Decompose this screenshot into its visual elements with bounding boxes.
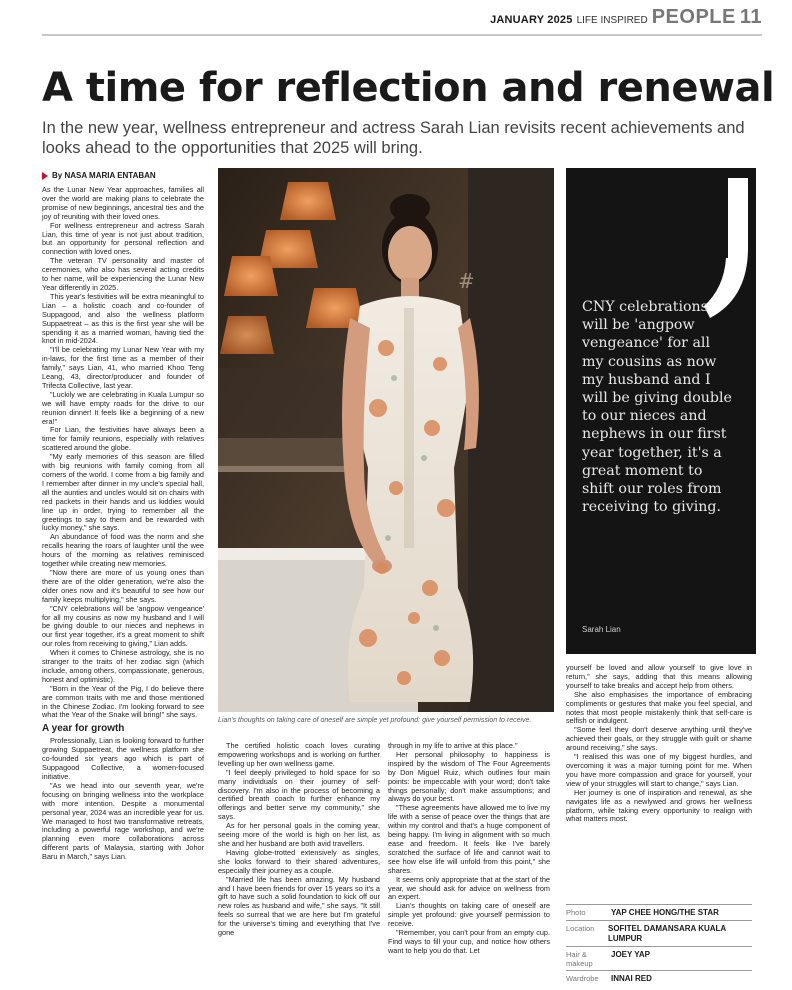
page-name: PEOPLE — [651, 6, 736, 28]
header-rule — [42, 34, 762, 36]
body-paragraph: "CNY celebrations will be 'angpow vengeance' for all my cousins as now my husband and I will be giving double to our nieces and nephews in our first year together, it's a great moment to shift our roles from receiving to giving," Lian adds. — [42, 603, 204, 649]
section-name: LIFE INSPIRED — [576, 15, 648, 26]
byline-triangle-icon — [42, 172, 48, 180]
body-paragraph: For Lian, the festivities have always been a time for family reunions, especially with relatives scattered around the globe. — [42, 425, 204, 453]
body-paragraph: "I'll be celebrating my Lunar New Year with my in-laws, for the first time as a member of their family," says Lian, 41, who married Khoo Teng Leang, 43, director/producer and founder of Trifecta Collective, last year. — [42, 345, 204, 390]
body-paragraph: yourself be loved and allow yourself to give love in return," she says, adding that this means allowing yourself to take breaks and accept help from others. — [566, 663, 752, 690]
quote-mark-icon — [688, 178, 748, 318]
body-paragraph: As the Lunar New Year approaches, families all over the world are making plans to celebrate the promise of new beginnings, ancestral ties and the joy of reuniting with their loved ones. — [42, 185, 204, 221]
pull-quote-author: Sarah Lian — [582, 625, 621, 634]
credit-role: Photo — [566, 908, 586, 917]
feature-photo — [218, 168, 554, 712]
page-header — [490, 6, 762, 29]
body-column-1 — [42, 186, 204, 862]
portrait-illustration — [218, 168, 554, 712]
body-paragraph: "Born in the Year of the Pig, I do believe there are common traits with me and those mentioned in the Chinese Zodiac. I'm looking forward to see what the Year of the Snake will bring!" she says. — [42, 683, 204, 720]
credit-row — [566, 920, 752, 946]
credit-row — [566, 946, 752, 970]
body-paragraph: "Some feel they don't deserve anything until they've achieved their goals, or they struggle with guilt or shame around receiving," she says. — [566, 725, 752, 753]
body-column-2 — [218, 742, 380, 938]
body-column-4 — [566, 664, 752, 824]
body-column-3 — [388, 742, 550, 956]
pull-quote-text: CNY celebrations will be 'angpow vengeance' for all my cousins as now my husband and I will be giving double to our nieces and nephews in our first year together, it's a great moment to shift our roles from receiving to giving. — [582, 299, 732, 516]
body-paragraph: The certified holistic coach loves curating empowering workshops and is working on further levelling up her own wellness game. — [218, 741, 380, 768]
body-paragraph: "Married life has been amazing. My husband and I have been friends for over 15 years so it's a gift to have such a solid foundation to kick off our new roles as husband and wife," she says. "It still feels so surreal that we are here but I'm grateful for the universe's timing and everything that I've gone — [218, 874, 380, 938]
byline — [42, 171, 156, 180]
body-paragraph: The veteran TV personality and master of ceremonies, who also has several acting credits to her name, will be experiencing the Lunar New Year differently in 2025. — [42, 256, 204, 292]
body-paragraph: "Luckily we are celebrating in Kuala Lumpur so we will have empty roads for the drive to our reunion dinner! It feels like a beginning of a new era!" — [42, 389, 204, 426]
svg-text:#: # — [458, 269, 475, 293]
body-paragraph: "My early memories of this season are filled with big reunions with family coming from all corners of the world. I come from a big family and I remember after dinner in my uncle's special hall, all the aunties and uncles would sit on chairs with red packets in their hands and us kiddies would line up in order, trying to remember all the greetings to say to them and be rewarded with lucky money," she says. — [42, 452, 204, 533]
credit-row — [566, 970, 752, 986]
body-paragraph: When it comes to Chinese astrology, she is no stranger to the traits of her zodiac sign (which include, among others, compassionate, generous, honest and optimistic). — [42, 648, 204, 684]
byline-text: By NASA MARIA ENTABAN — [52, 171, 156, 180]
pull-quote-box — [566, 168, 756, 654]
body-paragraph: through in my life to arrive at this place." — [388, 741, 518, 750]
body-paragraph: An abundance of food was the norm and she recalls hearing the roars of laughter until the wee hours of the morning as relatives reminisced together while creating new memories. — [42, 532, 204, 569]
photo-credits — [566, 904, 752, 986]
col1-paragraphs — [42, 186, 204, 720]
issue-date: JANUARY 2025 — [490, 14, 573, 26]
credit-role: Location — [566, 924, 595, 933]
subhead: A year for growth — [42, 723, 125, 735]
body-paragraph: Having globe-trotted extensively as singles, she looks forward to their shared adventures, especially their journey as a couple. — [218, 847, 380, 875]
credit-row — [566, 904, 752, 920]
body-paragraph: Her journey is one of inspiration and renewal, as she navigates life as a newlywed and grows her wellness platform, while taking every opportunity to realign with what matters most. — [566, 787, 752, 824]
body-paragraph: "Remember, you can't pour from an empty cup. Find ways to fill your cup, and notice how others want to help you do that. Let — [388, 928, 550, 955]
body-paragraph: "I realised this was one of my biggest hurdles, and overcoming it was a major turning point for me. When you have more compassion and grace for yourself, your view of your struggles will start to change," says Lian. — [566, 752, 752, 788]
body-paragraph: This year's festivities will be extra meaningful to Lian – a holistic coach and co-founder of Suppagood, and also the wellness platform Suppaetreat – as this is the first year she will be spending it as a married woman, having tied the knot in mid-2024. — [42, 291, 204, 346]
body-paragraph: It seems only appropriate that at the start of the year, we should ask for advice on wellness from an expert. — [388, 874, 550, 902]
body-paragraph: "I feel deeply privileged to hold space for so many individuals on their journey of self-discovery. I'm also in the process of becoming a certified breath coach to further enhance my offerings and better serve my community," she says. — [218, 767, 380, 822]
body-paragraph: Lian's thoughts on taking care of oneself are simple yet profound: give yourself permission to receive. — [388, 901, 550, 929]
headline: A time for reflection and renewal — [42, 65, 775, 111]
photo-caption: Lian's thoughts on taking care of oneself are simple yet profound: give yourself permission to receive. — [218, 717, 532, 724]
credit-name: SOFITEL DAMANSARA KUALA LUMPUR — [607, 924, 726, 943]
credit-name: INNAI RED — [611, 974, 652, 983]
body-paragraph: As for her personal goals in the coming year, seeing more of the world is high on her list, as she and her husband are both avid travellers. — [218, 821, 380, 848]
body-paragraph: Her personal philosophy to happiness is inspired by the wisdom of The Four Agreements by Don Miguel Ruiz, which outlines four main points: be impeccable with your word; don't take things personally; don't make assumptions; and always do your best. — [388, 749, 550, 804]
credit-name: JOEY YAP — [611, 950, 650, 959]
credit-role: Wardrobe — [566, 974, 599, 983]
body-paragraph: She also emphasises the importance of embracing compliments or gestures that make you feel special, and notes that most people mistakenly think that self-care is selfish or indulgent. — [566, 689, 752, 726]
standfirst: In the new year, wellness entrepreneur and actress Sarah Lian revisits recent achievements and looks ahead to the opportunities that 2025 will bring. — [42, 119, 745, 157]
body-paragraph: For wellness entrepreneur and actress Sarah Lian, this time of year is not just about tradition, but an opportunity for personal reflection and connection with loved ones. — [42, 220, 204, 257]
credit-role: Hair & makeup — [566, 950, 593, 968]
col1-after-paragraphs — [42, 737, 204, 862]
body-paragraph: "Now there are more of us young ones than there are of the older generation, we're also the older ones now and it's beautiful to see how our family keeps multiplying," she says. — [42, 567, 204, 604]
body-paragraph: Professionally, Lian is looking forward to further growing Suppaetreat, the wellness platform she co-founded six years ago which is part of Suppagood Collective, a women-focused initiative. — [42, 736, 204, 781]
page-number: 11 — [739, 6, 762, 28]
body-paragraph: "As we head into our seventh year, we're focusing on bringing wellness into the workplace with more intention. Despite a monumental personal year, 2024 was an incredible year for us. We managed to host two transformative retreats, including a powerful rage workshop, and we're planning even more collaborations across different parts of Malaysia, starting with Johor Baru in March," says Lian. — [42, 780, 204, 862]
body-paragraph: "These agreements have allowed me to live my life with a sense of peace over the things that are within my control and that's a huge component of being happy. I'm living in alignment with so much ease and freedom. It feels like I've barely scratched the surface of life and cannot wait to see how else life will unfold from this point," she shares. — [388, 803, 550, 875]
credit-name: YAP CHEE HONG/THE STAR — [611, 908, 719, 917]
